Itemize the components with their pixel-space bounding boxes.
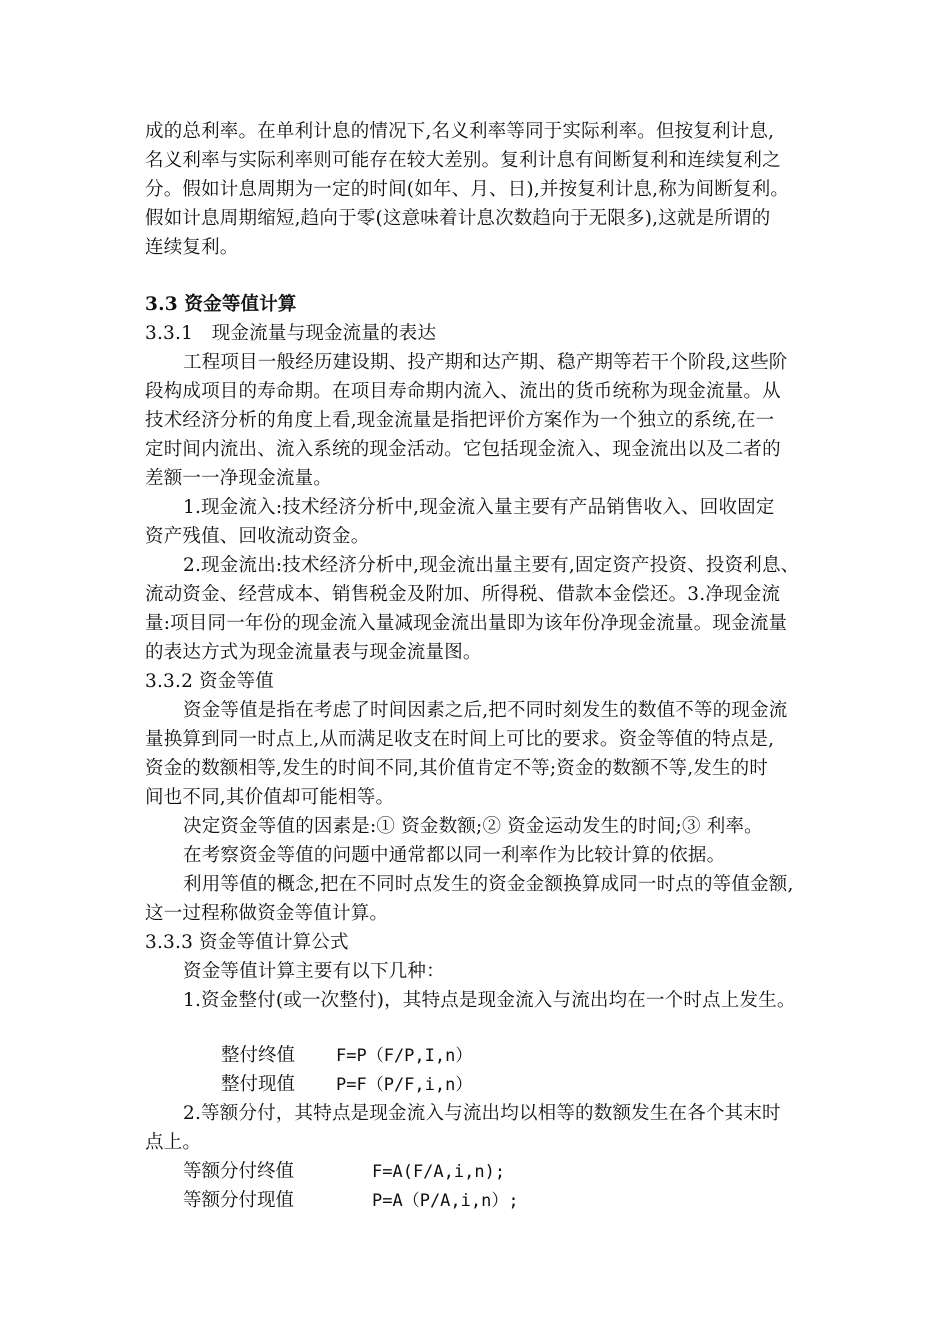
s331-para2-line-2: 资产残值、回收流动资金。 <box>145 526 370 547</box>
s331-para1-line-3: 技术经济分析的角度上看,现金流量是指把评价方案作为一个独立的系统,在一 <box>145 410 775 431</box>
intro-line-4: 假如计息周期缩短,趋向于零(这意味着计息次数趋向于无限多),这就是所谓的 <box>145 208 771 229</box>
intro-line-3: 分。假如计息周期为一定的时间(如年、月、日),并按复利计息,称为间断复利。 <box>145 179 790 200</box>
section-3-3-3-heading: 3.3.3 资金等值计算公式 <box>145 932 349 953</box>
intro-line-2: 名义利率与实际利率则可能存在较大差别。复利计息有间断复利和连续复利之 <box>145 150 781 171</box>
s331-para3-line-3: 量:项目同一年份的现金流入量减现金流出量即为该年份净现金流量。现金流量 <box>145 613 788 634</box>
formula2-expression: P=F（P/F,i,n） <box>336 1075 473 1095</box>
s331-para1-line-2: 段构成项目的寿命期。在项目寿命期内流入、流出的货币统称为现金流量。从 <box>145 381 781 402</box>
formula3-label: 等额分付终值 <box>183 1161 295 1182</box>
formula1-label: 整付终值 <box>221 1045 296 1066</box>
formula4-expression: P=A（P/A,i,n）; <box>372 1191 519 1211</box>
s331-para3-line-1: 2.现金流出:技术经济分析中,现金流出量主要有,固定资产投资、投资利息、 <box>183 555 800 576</box>
section-3-3-2-heading: 3.3.2 资金等值 <box>145 671 274 692</box>
s332-para4-line-1: 利用等值的概念,把在不同时点发生的资金金额换算成同一时点的等值金额, <box>183 874 794 895</box>
formula4-label: 等额分付现值 <box>183 1190 295 1211</box>
s332-para1-line-4: 间也不同,其价值却可能相等。 <box>145 787 395 808</box>
s332-para4-line-2: 这一过程称做资金等值计算。 <box>145 903 389 924</box>
formula1-expression: F=P（F/P,I,n） <box>336 1046 473 1066</box>
s333-intro: 资金等值计算主要有以下几种： <box>183 961 445 982</box>
section-3-3-1-heading: 3.3.1 现金流量与现金流量的表达 <box>145 323 437 344</box>
s333-item2-line-2: 点上。 <box>145 1132 202 1153</box>
s331-para3-line-2: 流动资金、经营成本、销售税金及附加、所得税、借款本金偿还。3.净现金流 <box>145 584 781 605</box>
formula2-label: 整付现值 <box>221 1074 296 1095</box>
section-3-3-heading: 3.3 资金等值计算 <box>145 294 297 315</box>
s331-para1-line-5: 差额一一净现金流量。 <box>145 468 333 489</box>
s331-para1-line-1: 工程项目一般经历建设期、投产期和达产期、稳产期等若干个阶段,这些阶 <box>183 352 788 373</box>
s332-para2: 决定资金等值的因素是:① 资金数额;② 资金运动发生的时间;③ 利率。 <box>183 816 763 837</box>
s333-item1: 1.资金整付(或一次整付)，其特点是现金流入与流出均在一个时点上发生。 <box>183 990 796 1011</box>
s332-para1-line-3: 资金的数额相等,发生的时间不同,其价值肯定不等;资金的数额不等,发生的时 <box>145 758 769 779</box>
intro-line-5: 连续复利。 <box>145 237 239 258</box>
s332-para3: 在考察资金等值的问题中通常都以同一利率作为比较计算的依据。 <box>183 845 726 866</box>
s331-para2-line-1: 1.现金流入:技术经济分析中,现金流入量主要有产品销售收入、回收固定 <box>183 497 775 518</box>
intro-line-1: 成的总利率。在单利计息的情况下,名义利率等同于实际利率。但按复利计息, <box>145 121 775 142</box>
formula3-expression: F=A(F/A,i,n); <box>372 1162 506 1182</box>
s332-para1-line-1: 资金等值是指在考虑了时间因素之后,把不同时刻发生的数值不等的现金流 <box>183 700 788 721</box>
s332-para1-line-2: 量换算到同一时点上,从而满足收支在时间上可比的要求。资金等值的特点是, <box>145 729 775 750</box>
s331-para3-line-4: 的表达方式为现金流量表与现金流量图。 <box>145 642 482 663</box>
s333-item2-line-1: 2.等额分付，其特点是现金流入与流出均以相等的数额发生在各个其末时 <box>183 1103 781 1124</box>
s331-para1-line-4: 定时间内流出、流入系统的现金活动。它包括现金流入、现金流出以及二者的 <box>145 439 781 460</box>
